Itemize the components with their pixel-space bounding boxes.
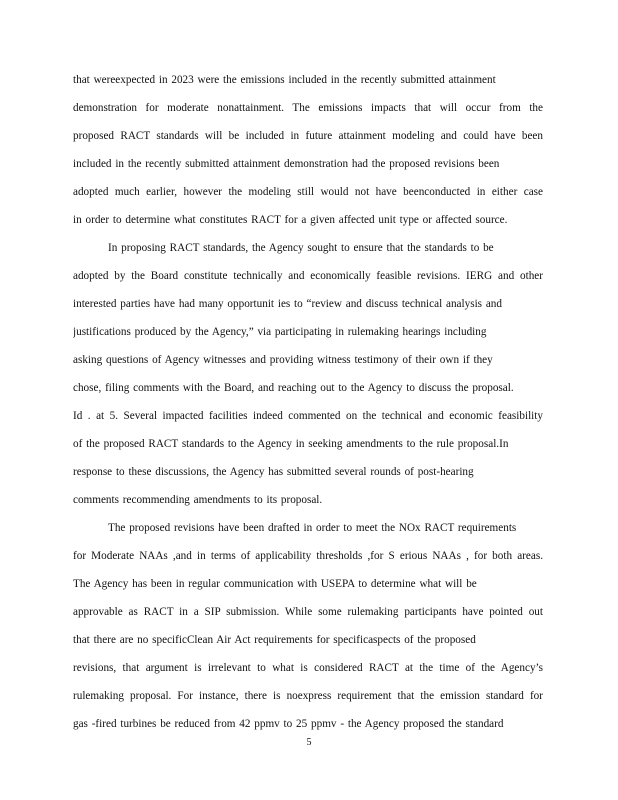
text-line-6: in order to determine what constitutes RACT for a given affected unit type or affected source. [73, 214, 508, 226]
text-line-22: revisions, that argument is irrelevant to what is considered RACT at the time of the Agency’s [73, 662, 543, 674]
text-line-18: for Moderate NAAs ,and in terms of applicability thresholds ,for S erious NAAs , for both areas. [73, 550, 543, 562]
text-line-7: In proposing RACT standards, the Agency sought to ensure that the standards to be [108, 242, 494, 254]
text-line-5: adopted much earlier, however the modeling still would not have beenconducted in either case [73, 186, 543, 198]
text-line-3: proposed RACT standards will be included in future attainment modeling and could have been [73, 130, 543, 142]
text-line-15: response to these discussions, the Agency has submitted several rounds of post-hearing [73, 466, 474, 478]
text-line-13: Id . at 5. Several impacted facilities indeed commented on the technical and economic feasibility [73, 410, 543, 422]
text-line-17: The proposed revisions have been drafted in order to meet the NOx RACT requirements [108, 522, 517, 534]
text-line-1: that wereexpected in 2023 were the emissions included in the recently submitted attainment [73, 74, 496, 86]
text-line-9: interested parties have had many opportunit ies to “review and discuss technical analysis and [73, 298, 502, 310]
text-line-14: of the proposed RACT standards to the Agency in seeking amendments to the rule proposal.In [73, 438, 509, 450]
text-line-4: included in the recently submitted attainment demonstration had the proposed revisions been [73, 158, 500, 170]
body-text [73, 70, 543, 742]
text-line-24: gas -fired turbines be reduced from 42 ppmv to 25 ppmv - the Agency proposed the standard [73, 718, 504, 730]
page-number: 5 [306, 737, 312, 748]
text-line-19: The Agency has been in regular communication with USEPA to determine what will be [73, 578, 477, 590]
text-line-11: asking questions of Agency witnesses and providing witness testimony of their own if they [73, 354, 493, 366]
text-line-23: rulemaking proposal. For instance, there is noexpress requirement that the emission standard for [73, 690, 543, 702]
text-line-10: justifications produced by the Agency,” via participating in rulemaking hearings including [73, 326, 487, 338]
text-line-12: chose, filing comments with the Board, and reaching out to the Agency to discuss the proposal. [73, 382, 514, 394]
text-line-8: adopted by the Board constitute technically and economically feasible revisions. IERG and other [73, 270, 543, 282]
text-line-16: comments recommending amendments to its proposal. [73, 494, 323, 506]
text-line-2: demonstration for moderate nonattainment. The emissions impacts that will occur from the [73, 102, 543, 114]
text-line-20: approvable as RACT in a SIP submission. While some rulemaking participants have pointed out [73, 606, 543, 618]
text-line-21: that there are no specificClean Air Act requirements for specificaspects of the proposed [73, 634, 476, 646]
